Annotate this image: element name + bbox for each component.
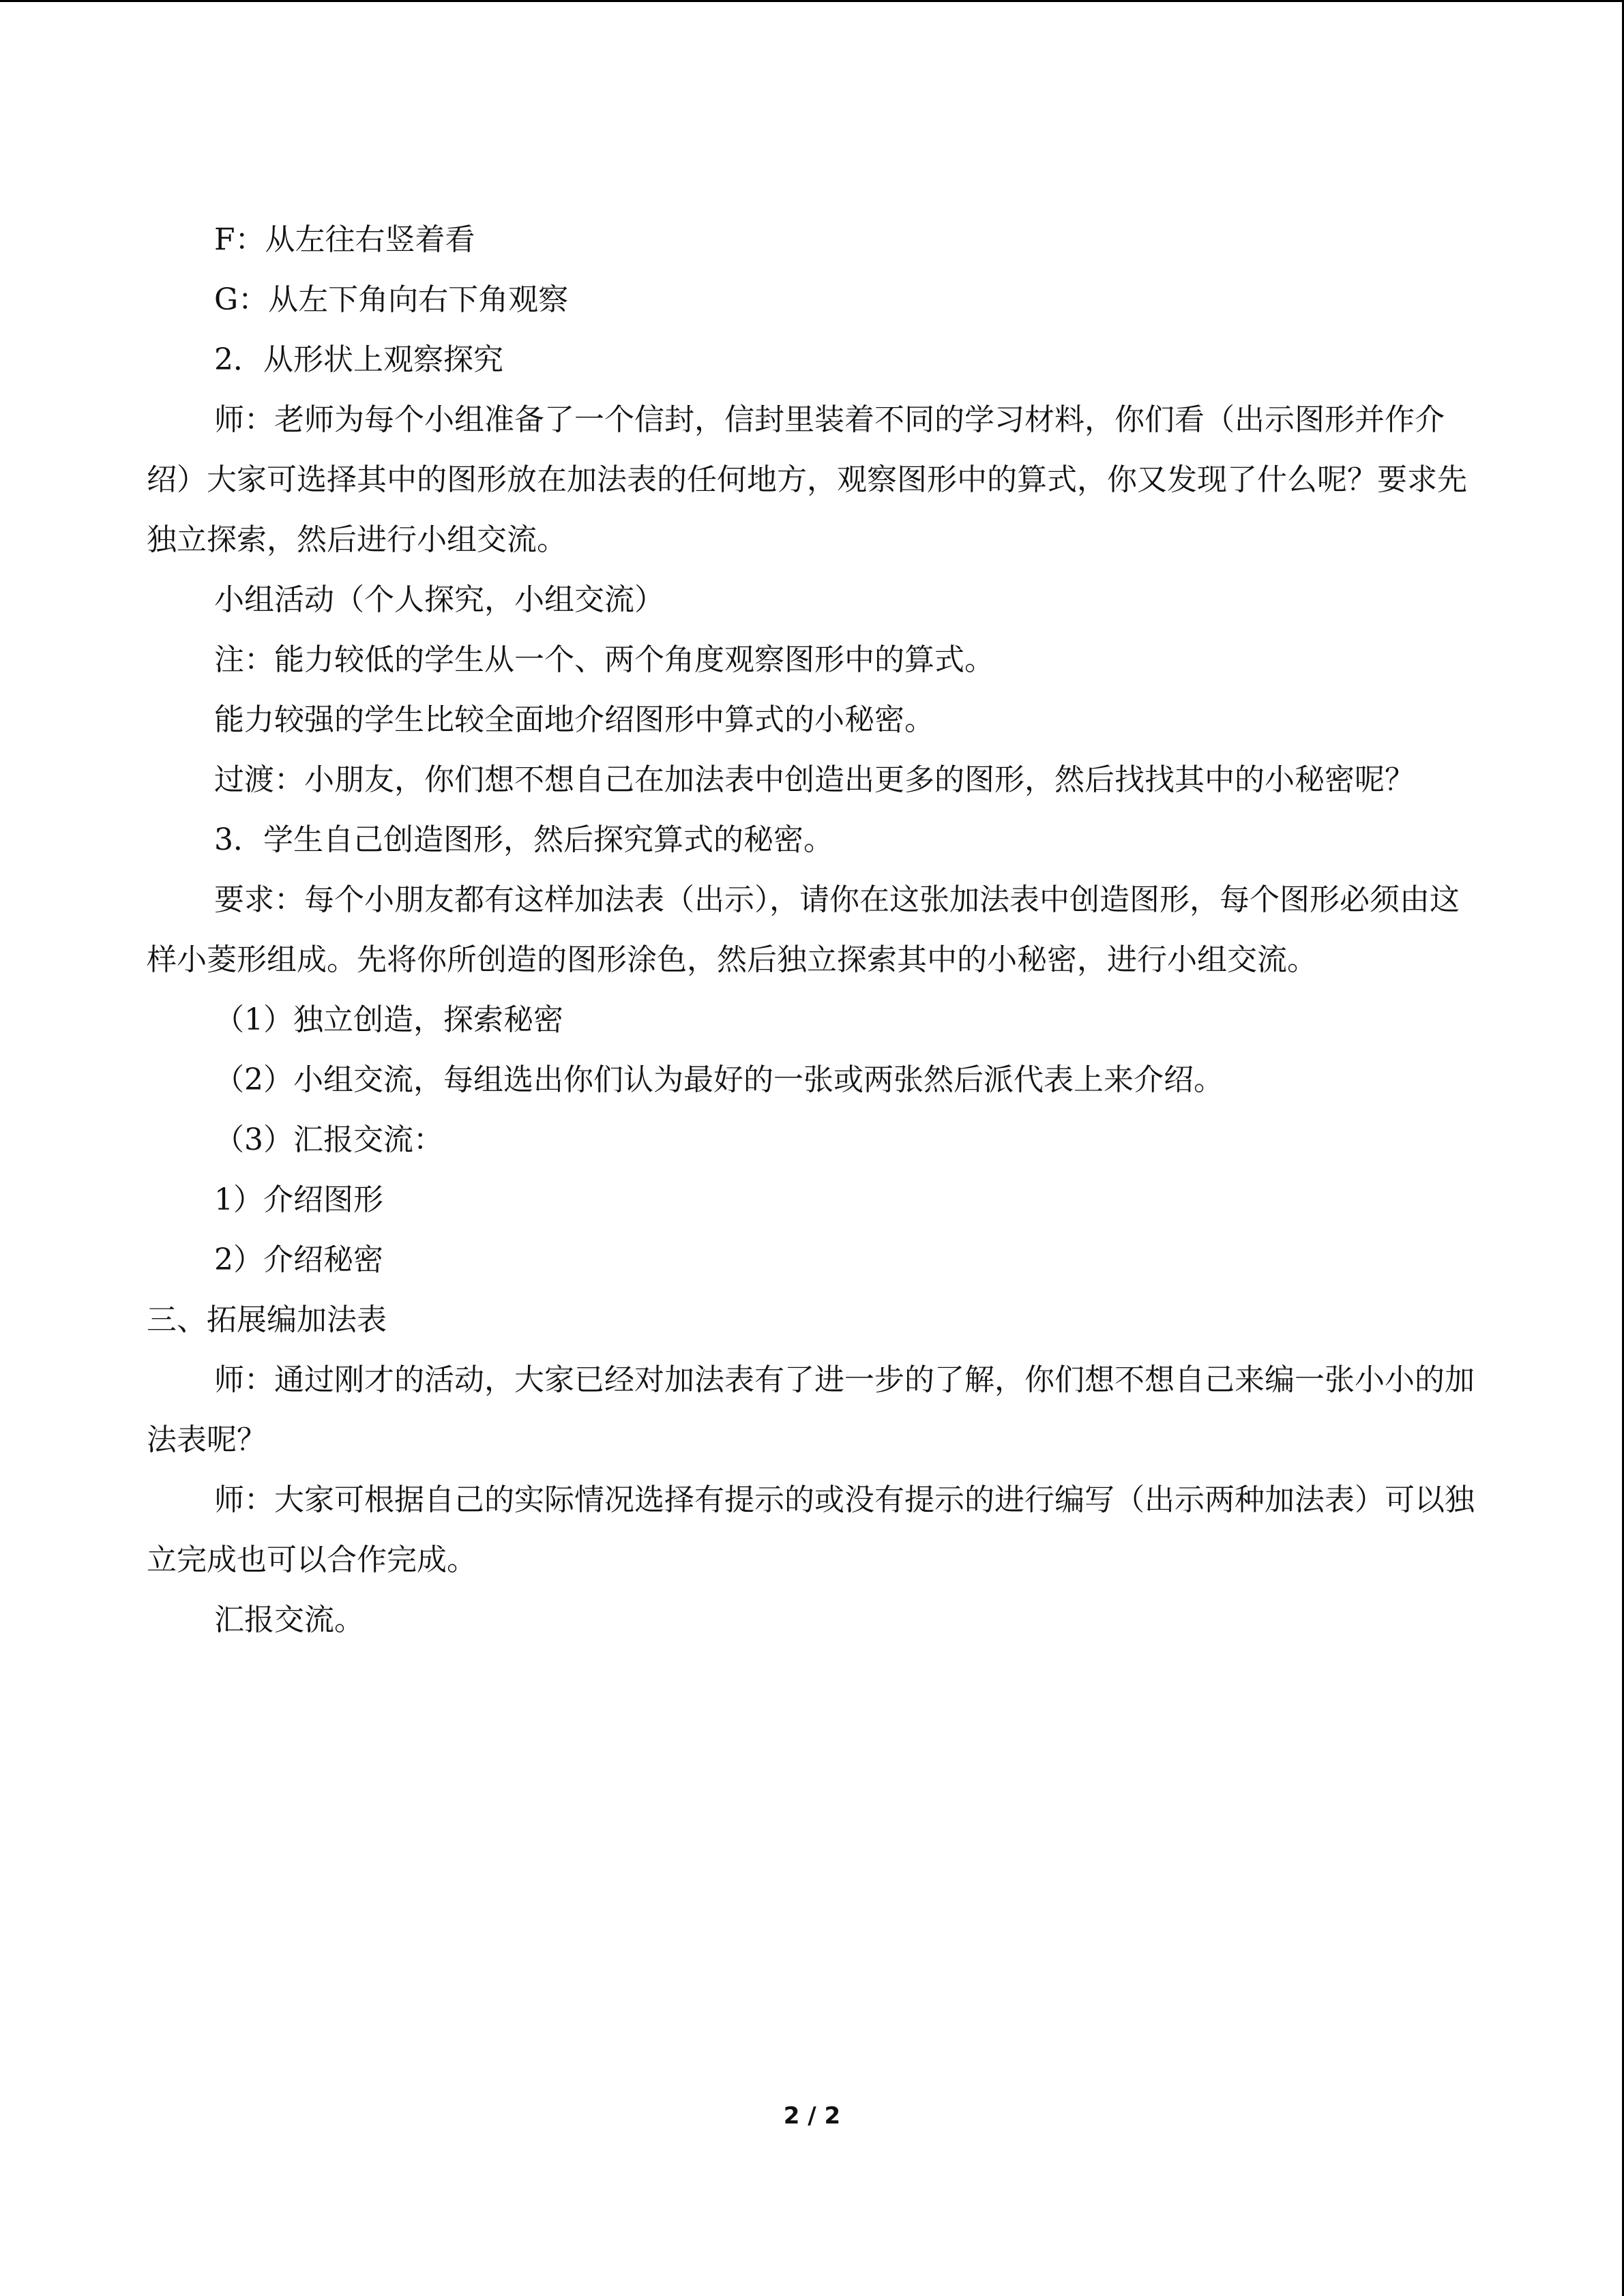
paragraph-group-activity: 小组活动（个人探究，小组交流） [214, 582, 664, 617]
list-item-step-2: （2）小组交流，每组选出你们认为最好的一张或两张然后派代表上来介绍。 [214, 1062, 1224, 1097]
list-item-sub-1: 1）介绍图形 [214, 1182, 383, 1217]
section-heading-extend: 三、拓展编加法表 [147, 1302, 387, 1337]
heading-shape-explore: 2．从形状上观察探究 [214, 342, 503, 377]
list-item-step-3: （3）汇报交流： [214, 1122, 443, 1157]
paragraph-report: 汇报交流。 [214, 1602, 364, 1637]
paragraph-requirement: 要求：每个小朋友都有这样加法表（出示），请你在这张加法表中创造图形，每个图形必须由这样小菱形组成。先将你所创造的图形涂色，然后独立探索其中的小秘密，进行小组交流。 [147, 882, 1460, 977]
paragraph-teacher-envelope: 师：老师为每个小组准备了一个信封，信封里装着不同的学习材料，你们看（出示图形并作介绍）大家可选择其中的图形放在加法表的任何地方，观察图形中的算式，你又发现了什么呢？要求先独立探索，然后进行小组交流。 [147, 402, 1467, 557]
document-body [147, 210, 1483, 1650]
list-item-step-1: （1）独立创造，探索秘密 [214, 1002, 563, 1037]
paragraph-transition: 过渡：小朋友，你们想不想自己在加法表中创造出更多的图形，然后找找其中的小秘密呢？ [214, 762, 1415, 797]
heading-create-shapes: 3．学生自己创造图形，然后探究算式的秘密。 [214, 822, 833, 857]
paragraph-note-high: 能力较强的学生比较全面地介绍图形中算式的小秘密。 [214, 702, 934, 737]
paragraph-note-low: 注：能力较低的学生从一个、两个角度观察图形中的算式。 [214, 642, 994, 677]
paragraph-observe-g: G：从左下角向右下角观察 [214, 282, 569, 317]
paragraph-teacher-compose: 师：通过刚才的活动，大家已经对加法表有了进一步的了解，你们想不想自己来编一张小小的加法表呢？ [147, 1362, 1475, 1457]
list-item-sub-2: 2）介绍秘密 [214, 1242, 383, 1277]
page-number: 2 / 2 [783, 2102, 841, 2130]
paragraph-observe-f: F：从左往右竖着看 [214, 222, 475, 257]
paragraph-teacher-choose: 师：大家可根据自己的实际情况选择有提示的或没有提示的进行编写（出示两种加法表）可以独立完成也可以合作完成。 [147, 1482, 1475, 1577]
